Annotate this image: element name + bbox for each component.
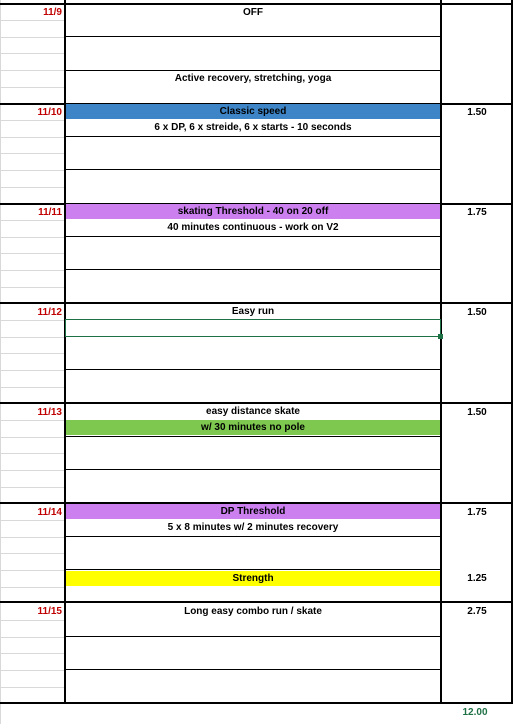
hours-cell[interactable]: 1.50: [467, 107, 487, 118]
date-cell[interactable]: 11/15: [37, 606, 62, 617]
workout-title[interactable]: OFF: [243, 7, 263, 18]
fill-handle[interactable]: [438, 334, 443, 339]
hours-cell[interactable]: 1.75: [467, 207, 487, 218]
workout-detail[interactable]: w/ 30 minutes no pole: [201, 422, 305, 433]
hours-cell[interactable]: 1.50: [467, 407, 487, 418]
workout-title[interactable]: Strength: [232, 573, 274, 584]
total-hours[interactable]: 12.00: [462, 707, 488, 718]
date-cell[interactable]: 11/9: [43, 7, 62, 18]
hours-cell[interactable]: 1.50: [467, 307, 487, 318]
date-cell[interactable]: 11/10: [37, 107, 62, 118]
date-cell[interactable]: 11/12: [37, 307, 62, 318]
workout-title[interactable]: Classic speed: [219, 106, 287, 117]
row-border: [0, 402, 513, 404]
date-cell[interactable]: 11/13: [37, 407, 62, 418]
workout-title[interactable]: Long easy combo run / skate: [184, 606, 322, 617]
row-border: [0, 601, 513, 603]
workout-detail[interactable]: 40 minutes continuous - work on V2: [167, 222, 339, 233]
workout-detail[interactable]: Active recovery, stretching, yoga: [174, 73, 332, 84]
workout-detail[interactable]: 5 x 8 minutes w/ 2 minutes recovery: [167, 522, 339, 533]
date-cell[interactable]: 11/11: [38, 207, 62, 218]
date-cell[interactable]: 11/14: [37, 507, 62, 518]
column-divider: [0, 0, 1, 724]
row-border: [0, 302, 513, 304]
workout-title[interactable]: Easy run: [231, 306, 275, 317]
workout-title[interactable]: skating Threshold - 40 on 20 off: [177, 206, 329, 217]
workout-title[interactable]: easy distance skate: [206, 406, 300, 417]
row-border: [0, 702, 513, 704]
selected-cell[interactable]: [65, 319, 441, 337]
hours-cell[interactable]: 1.25: [467, 573, 487, 584]
workout-detail[interactable]: 6 x DP, 6 x streide, 6 x starts - 10 seconds: [154, 122, 352, 133]
hours-cell[interactable]: 1.75: [467, 507, 487, 518]
workout-title[interactable]: DP Threshold: [220, 506, 286, 517]
row-border: [0, 3, 513, 5]
hours-cell[interactable]: 2.75: [467, 606, 487, 617]
